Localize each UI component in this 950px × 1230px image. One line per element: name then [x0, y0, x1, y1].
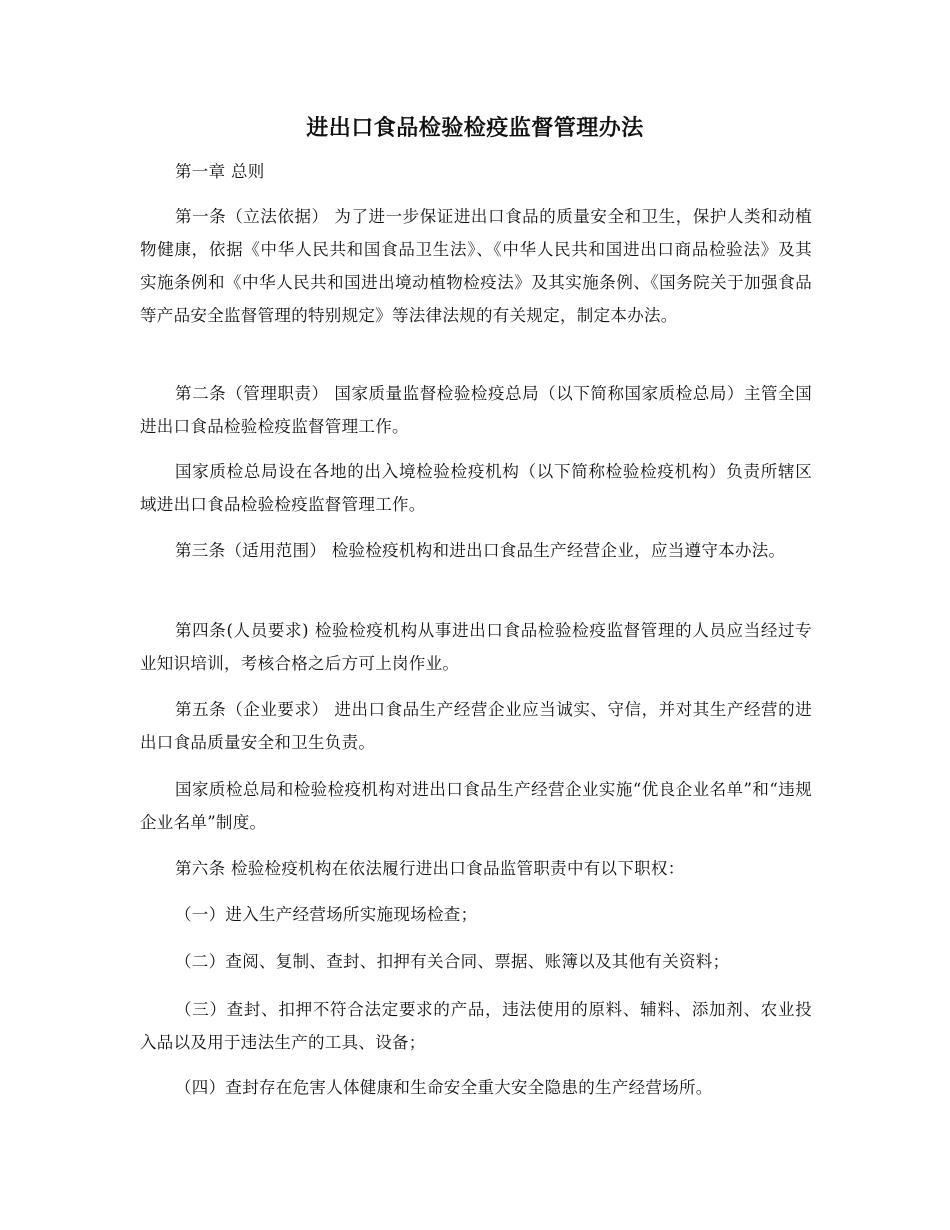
- article-3-paragraph: 第三条（适用范围） 检验检疫机构和进出口食品生产经营企业，应当遵守本办法。: [175, 541, 786, 560]
- article-1-paragraph: 第一条（立法依据） 为了进一步保证进出口食品的质量安全和卫生，保护人类和动植物健康，依据《中华人民共和国食品卫生法》、《中华人民共和国进出口商品检验法》及其实施条例和《中华人民共和国进出境动植物检疫法》及其实施条例、《国务院关于加强食品等产品安全监督管理的特别规定》等法律法规的有关规定，制定本办法。: [140, 207, 812, 325]
- document-title: 进出口食品检验检疫监督管理办法: [306, 115, 644, 141]
- article-5-supplement-paragraph: 国家质检总局和检验检疫机构对进出口食品生产经营企业实施“优良企业名单”和“违规企业名单”制度。: [140, 780, 812, 832]
- article-5-paragraph: 第五条（企业要求） 进出口食品生产经营企业应当诚实、守信，并对其生产经营的进出口食品质量安全和卫生负责。: [140, 700, 812, 752]
- article-6-item-3: （三）查封、扣押不符合法定要求的产品，违法使用的原料、辅料、添加剂、农业投入品以及用于违法生产的工具、设备；: [140, 1000, 812, 1052]
- article-4-paragraph: 第四条(人员要求) 检验检疫机构从事进出口食品检验检疫监督管理的人员应当经过专业知识培训，考核合格之后方可上岗作业。: [140, 621, 812, 673]
- article-6-item-2: （二）查阅、复制、查封、扣押有关合同、票据、账簿以及其他有关资料；: [175, 952, 730, 971]
- article-6-paragraph: 第六条 检验检疫机构在依法履行进出口食品监管职责中有以下职权：: [175, 859, 685, 878]
- article-6-item-4: （四）查封存在危害人体健康和生命安全重大安全隐患的生产经营场所。: [175, 1078, 713, 1097]
- article-6-item-1: （一）进入生产经营场所实施现场检查；: [175, 905, 478, 924]
- chapter-heading: 第一章 总则: [175, 162, 265, 181]
- article-2-paragraph: 第二条（管理职责） 国家质量监督检验检疫总局（以下简称国家质检总局）主管全国进出口食品检验检疫监督管理工作。: [140, 384, 812, 436]
- article-2-supplement-paragraph: 国家质检总局设在各地的出入境检验检疫机构（以下简称检验检疫机构）负责所辖区域进出口食品检验检疫监督管理工作。: [140, 462, 812, 514]
